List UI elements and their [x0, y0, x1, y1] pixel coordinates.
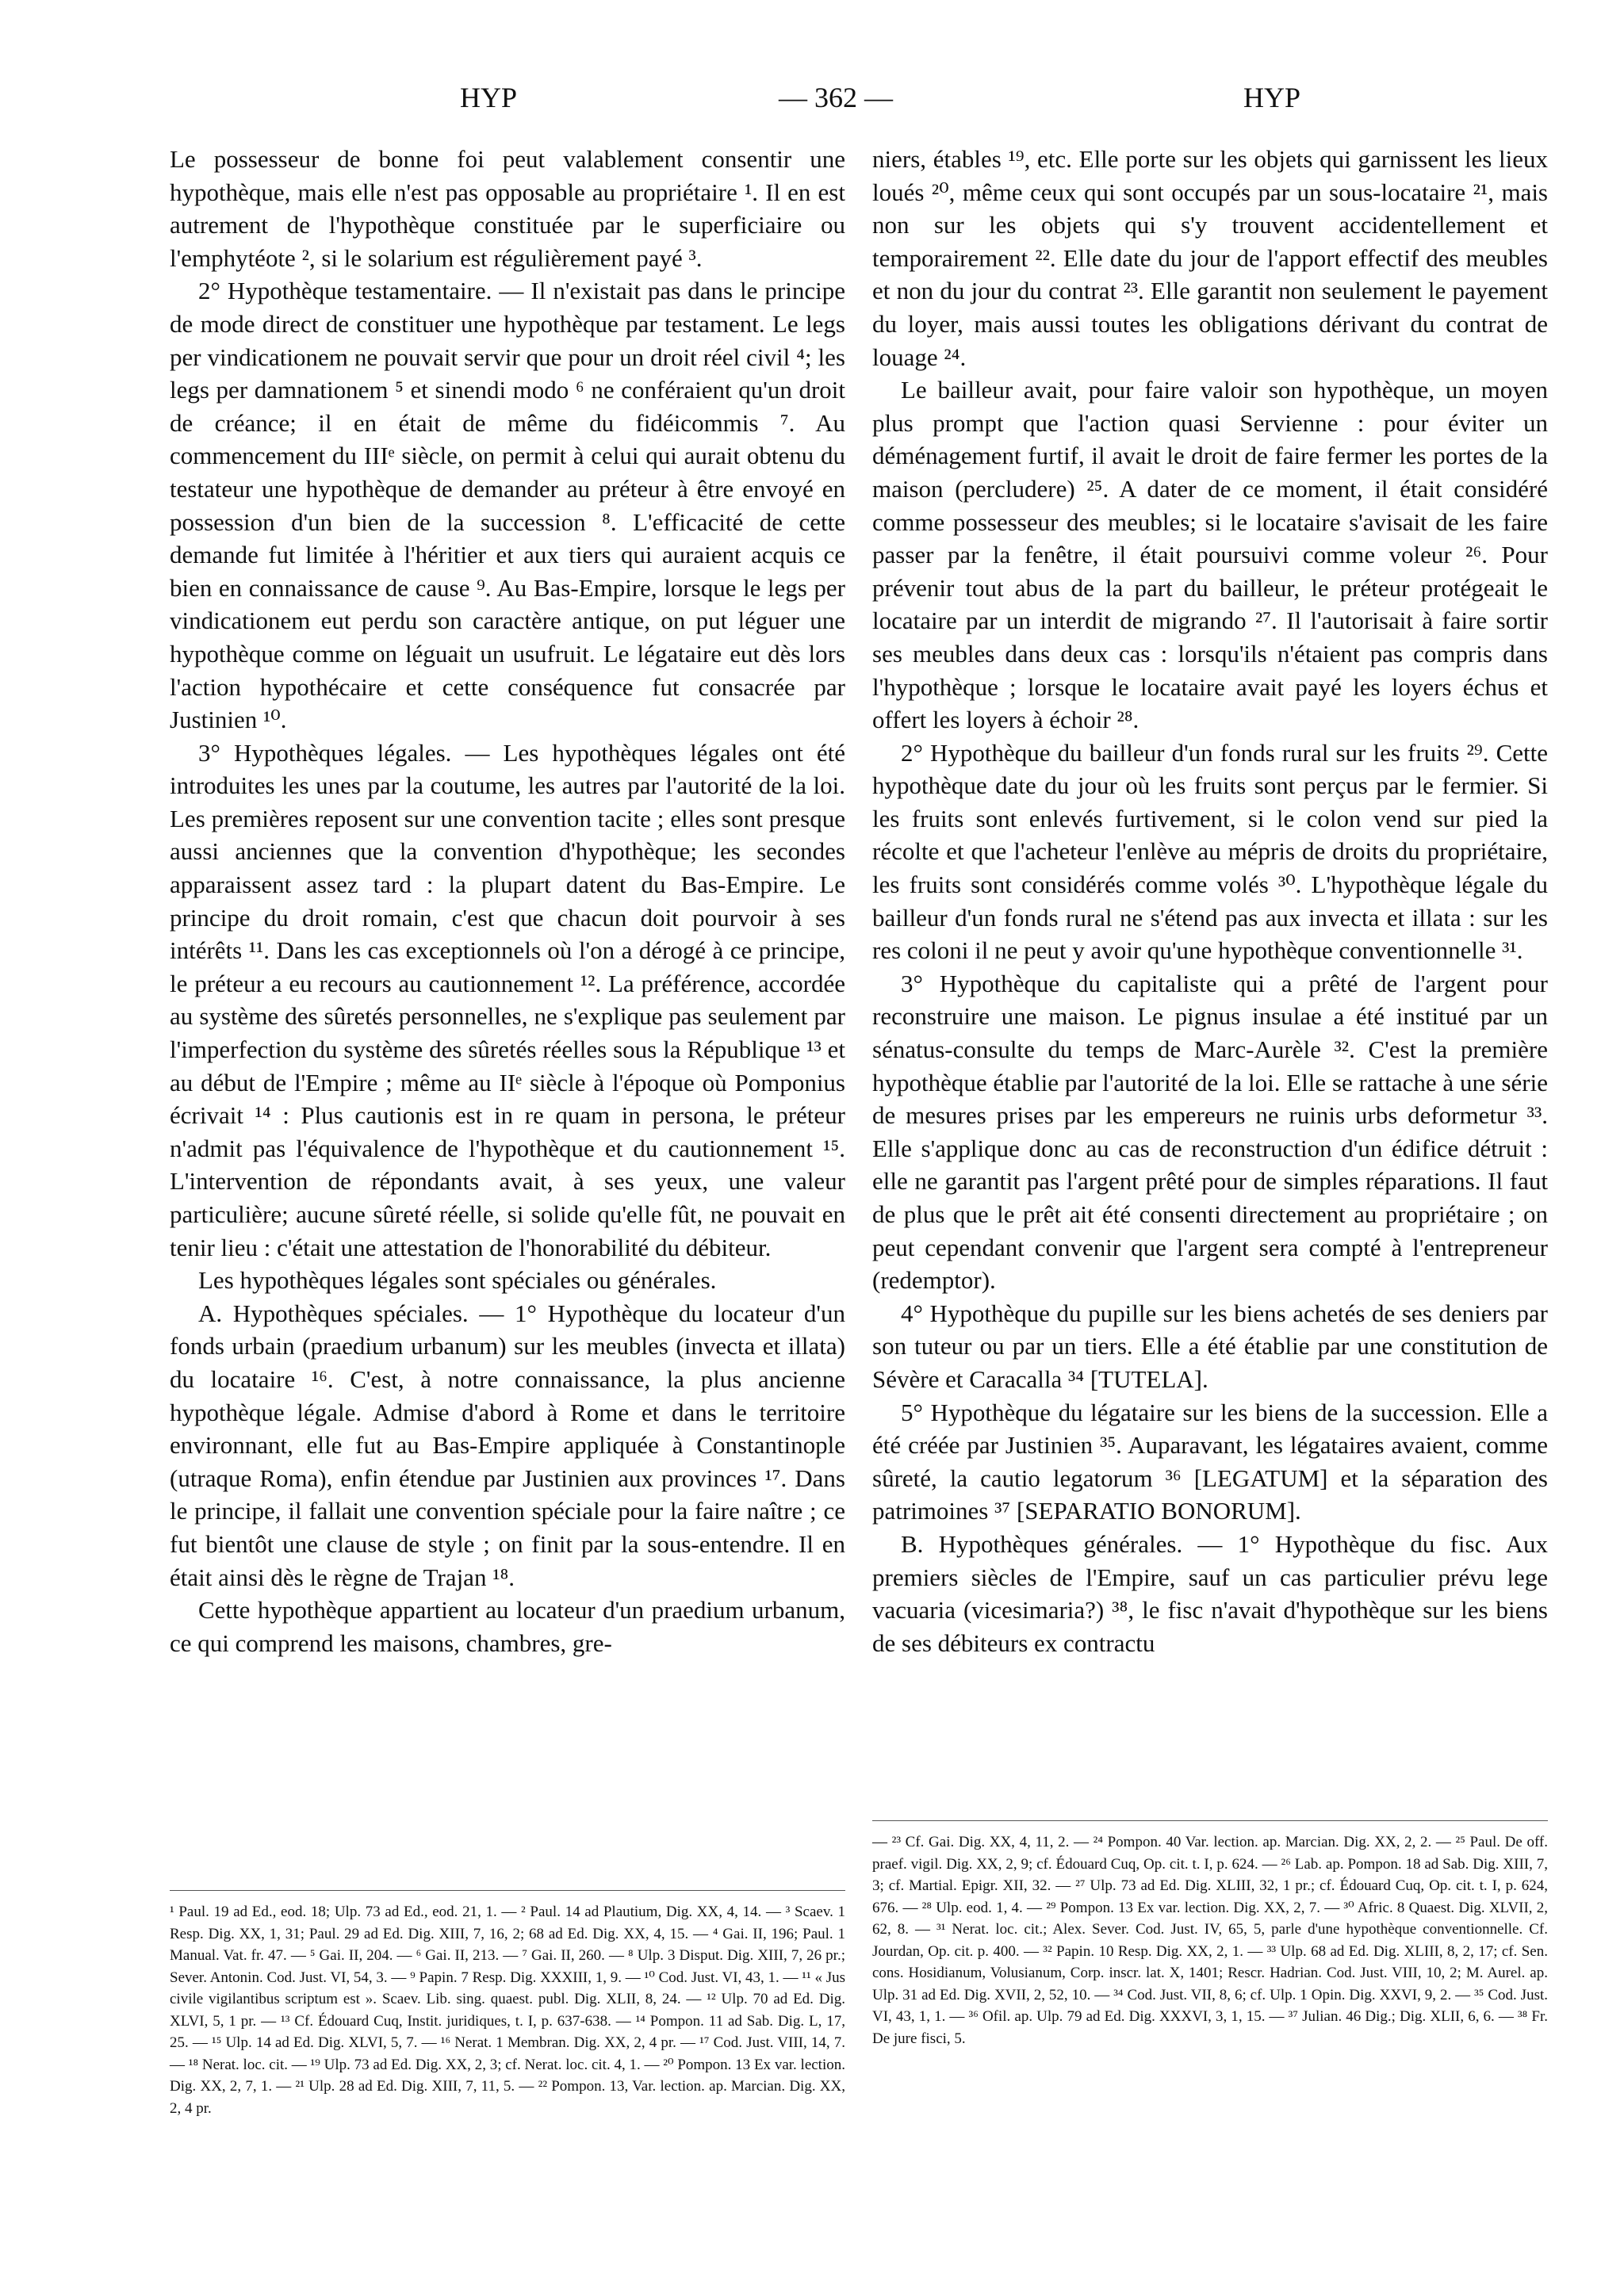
- running-head-left: HYP: [460, 82, 518, 113]
- footnote-divider-left: [170, 1890, 845, 1891]
- paragraph: Le possesseur de bonne foi peut valablement consentir une hypothèque, mais elle n'est pas opposable au propriétaire ¹. Il en est autrement de l'hypothèque constituée par le superficiaire ou l'emphytéote ², si le solarium est régulièrement payé ³.: [170, 145, 845, 272]
- paragraph: 2° Hypothèque testamentaire. — Il n'existait pas dans le principe de mode direct de constituer une hypothèque par testament. Le legs per vindicationem ne pouvait servir que pour un droit réel civil ⁴; les legs per damnationem ⁵ et sinendi modo ⁶ ne conféraient qu'un droit de créance; il en était de même du fidéicommis ⁷. Au commencement du IIIᵉ siècle, on permit à celui qui aurait obtenu du testateur une hypothèque de demander au préteur à être envoyé en possession d'un bien de la succession ⁸. L'efficacité de cette demande fut limitée à l'héritier et aux tiers qui auraient acquis ce bien en connaissance de cause ⁹. Au Bas-Empire, lorsque le legs per vindicationem eut perdu son caractère antique, on put léguer une hypothèque comme on léguait un usufruit. Le légataire eut dès lors l'action hypothécaire et cette conséquence fut consacrée par Justinien ¹⁰.: [170, 277, 845, 734]
- paragraph: 2° Hypothèque du bailleur d'un fonds rural sur les fruits ²⁹. Cette hypothèque date du jour où les fruits sont perçus par le fermier. Si les fruits sont enlevés furtivement, si le colon vend sur pied la récolte et que l'acheteur l'enlève au mépris de droits du propriétaire, les fruits sont considérés comme volés ³⁰. L'hypothèque légale du bailleur d'un fonds rural ne s'étend pas aux invecta et illata : sur les res coloni il ne peut y avoir qu'une hypothèque conventionnelle ³¹.: [872, 738, 1548, 965]
- paragraph: Le bailleur avait, pour faire valoir son hypothèque, un moyen plus prompt que l'action quasi Servienne : pour éviter un déménagement furtif, il avait le droit de faire fermer les portes de la maison (percludere) ²⁵. A dater de ce moment, il était considéré comme possesseur des meubles; si le locataire s'avisait de les faire passer par la fenêtre, il était poursuivi comme voleur ²⁶. Pour prévenir tout abus de la part du bailleur, le préteur protégeait le locataire par un interdit de migrando ²⁷. Il l'autorisait à faire sortir ses meubles dans deux cas : lorsqu'ils n'étaient pas compris dans l'hypothèque ; lorsque le locataire avait payé les loyers échus et offert les loyers à échoir ²⁸.: [872, 376, 1548, 734]
- paragraph: A. Hypothèques spéciales. — 1° Hypothèque du locateur d'un fonds urbain (praedium urbanum) sur les meubles (invecta et illata) du locataire ¹⁶. C'est, à notre connaissance, la plus ancienne hypothèque légale. Admise d'abord à Rome et dans le territoire environnant, elle fut au Bas-Empire appliquée à Constantinople (utraque Roma), enfin étendue par Justinien aux provinces ¹⁷. Dans le principe, il fallait une convention spéciale pour la faire naître ; ce fut bientôt une clause de style ; on finit par la sous-entendre. Il en était ainsi dès le règne de Trajan ¹⁸.: [170, 1299, 845, 1591]
- paragraph: Les hypothèques légales sont spéciales ou générales.: [198, 1266, 717, 1295]
- paragraph: niers, étables ¹⁹, etc. Elle porte sur les objets qui garnissent les lieux loués ²⁰, même ceux qui sont occupés par un sous-locataire ²¹, mais non sur les objets qui s'y trouvent accidentellement et temporairement ²². Elle date du jour de l'apport effectif des meubles et non du jour du contrat ²³. Elle garantit non seulement le payement du loyer, mais aussi toutes les obligations dérivant du contrat de louage ²⁴.: [872, 145, 1548, 371]
- left-column: [170, 143, 845, 1659]
- right-column: [872, 143, 1548, 1659]
- paragraph: Cette hypothèque appartient au locateur d'un praedium urbanum, ce qui comprend les maisons, chambres, gre-: [170, 1596, 845, 1657]
- footnote-text: — ²³ Cf. Gai. Dig. XX, 4, 11, 2. — ²⁴ Pompon. 40 Var. lection. ap. Marcian. Dig. XX, 2, 2. — ²⁵ Paul. De off. praef. vigil. Dig. XX, 2, 9; cf. Édouard Cuq, Op. cit. t. I, p. 624. — ²⁶ Lab. ap. Pompon. 18 ad Sab. Dig. XIII, 7, 3; cf. Martial. Epigr. XII, 32. — ²⁷ Ulp. 73 ad Ed. Dig. XLIII, 32, 1 pr.; cf. Édouard Cuq, Op. cit. t. I, p. 624, 676. — ²⁸ Ulp. eod. 1, 4. — ²⁹ Pompon. 13 Ex var. lection. Dig. XX, 2, 7. — ³⁰ Afric. 8 Quaest. Dig. XLVII, 2, 62, 8. — ³¹ Nerat. loc. cit.; Alex. Sever. Cod. Just. IV, 65, 5, parle d'une hypothèque conventionnelle. Cf. Jourdan, Op. cit. p. 400. — ³² Papin. 10 Resp. Dig. XX, 2, 1. — ³³ Ulp. 68 ad Ed. Dig. XLIII, 8, 2, 17; cf. Sen. cons. Hosidianum, Volusianum, Corp. inscr. lat. X, 1401; Rescr. Hadrian. Cod. Just. VIII, 10, 2; M. Aurel. ap. Ulp. 31 ad Ed. Dig. XVII, 2, 52, 10. — ³⁴ Cod. Just. VII, 8, 6; cf. Ulp. 1 Opin. Dig. XXVI, 9, 2. — ³⁵ Cod. Just. VI, 43, 1, 1. — ³⁶ Ofil. ap. Ulp. 79 ad Ed. Dig. XXXVI, 3, 1, 15. — ³⁷ Julian. 46 Dig.; Dig. XLII, 6, 6. — ³⁸ Fr. De jure fisci, 5.: [872, 1834, 1548, 2047]
- paragraph: 5° Hypothèque du légataire sur les biens de la succession. Elle a été créée par Justinien ³⁵. Auparavant, les légataires avaient, comme sûreté, la cautio legatorum ³⁶ [LEGATUM] et la séparation des patrimoines ³⁷ [SEPARATIO BONORUM].: [872, 1398, 1548, 1525]
- page-header: [0, 81, 1624, 128]
- page-number: — 362 —: [779, 82, 893, 113]
- footnotes-left: [170, 1901, 845, 2119]
- footnote-divider-right: [872, 1820, 1548, 1821]
- paragraph: 4° Hypothèque du pupille sur les biens achetés de ses deniers par son tuteur ou par un tiers. Elle a été établie par une constitution de Sévère et Caracalla ³⁴ [TUTELA].: [872, 1299, 1548, 1393]
- footnote-text: ¹ Paul. 19 ad Ed., eod. 18; Ulp. 73 ad Ed., eod. 21, 1. — ² Paul. 14 ad Plautium, Dig. XX, 4, 14. — ³ Scaev. 1 Resp. Dig. XX, 1, 31; Paul. 29 ad Ed. Dig. XIII, 7, 16, 2; 68 ad Ed. Dig. XX, 4, 15. — ⁴ Gai. II, 196; Paul. 1 Manual. Vat. fr. 47. — ⁵ Gai. II, 204. — ⁶ Gai. II, 213. — ⁷ Gai. II, 260. — ⁸ Ulp. 3 Disput. Dig. XIII, 7, 26 pr.; Sever. Antonin. Cod. Just. VI, 54, 3. — ⁹ Papin. 7 Resp. Dig. XXXIII, 1, 9. — ¹⁰ Cod. Just. VI, 43, 1. — ¹¹ « Jus civile vigilantibus scriptum est ». Scaev. Lib. sing. quaest. publ. Dig. XLII, 8, 24. — ¹² Ulp. 70 ad Ed. Dig. XLVI, 5, 1 pr. — ¹³ Cf. Édouard Cuq, Instit. juridiques, t. I, p. 637-638. — ¹⁴ Pompon. 11 ad Sab. Dig. L, 17, 25. — ¹⁵ Ulp. 14 ad Ed. Dig. XLVI, 5, 7. — ¹⁶ Nerat. 1 Membran. Dig. XX, 2, 4 pr. — ¹⁷ Cod. Just. VIII, 14, 7. — ¹⁸ Nerat. loc. cit. — ¹⁹ Ulp. 73 ad Ed. Dig. XX, 2, 3; cf. Nerat. loc. cit. 4, 1. — ²⁰ Pompon. 13 Ex var. lection. Dig. XX, 2, 7, 1. — ²¹ Ulp. 28 ad Ed. Dig. XIII, 7, 11, 5. — ²² Pompon. 13, Var. lection. ap. Marcian. Dig. XX, 2, 4 pr.: [170, 1904, 845, 2117]
- footnotes-right: [872, 1831, 1548, 2049]
- running-head-right: HYP: [1243, 82, 1301, 113]
- paragraph: 3° Hypothèque du capitaliste qui a prêté de l'argent pour reconstruire une maison. Le pignus insulae a été institué par un sénatus-consulte du temps de Marc-Aurèle ³². C'est la première hypothèque établie par l'autorité de la loi. Elle se rattache à une série de mesures prises par les empereurs ne ruinis urbs deformetur ³³. Elle s'applique donc au cas de reconstruction d'un édifice détruit : elle ne garantit pas l'argent prêté pour de simples réparations. Il faut de plus que le prêt ait été consenti directement au propriétaire ; on peut cependant convenir que l'argent sera compté à l'entrepreneur (redemptor).: [872, 969, 1548, 1295]
- paragraph: B. Hypothèques générales. — 1° Hypothèque du fisc. Aux premiers siècles de l'Empire, sauf un cas particulier prévu lege vacuaria (vicesimaria?) ³⁸, le fisc n'avait d'hypothèque sur les biens de ses débiteurs ex contractu: [872, 1529, 1548, 1657]
- paragraph: 3° Hypothèques légales. — Les hypothèques légales ont été introduites les unes par la coutume, les autres par l'autorité de la loi. Les premières reposent sur une convention tacite ; elles sont presque aussi anciennes que la convention d'hypothèque; les secondes apparaissent assez tard : la plupart datent du Bas-Empire. Le principe du droit romain, c'est que chacun doit pourvoir à ses intérêts ¹¹. Dans les cas exceptionnels où l'on a dérogé à ce principe, le préteur a eu recours au cautionnement ¹². La préférence, accordée au système des sûretés personnelles, ne s'explique pas seulement par l'imperfection du système des sûretés réelles sous la République ¹³ et au début de l'Empire ; même au IIᵉ siècle à l'époque où Pomponius écrivait ¹⁴ : Plus cautionis est in re quam in persona, le préteur n'admit pas l'équivalence de l'hypothèque et du cautionnement ¹⁵. L'intervention de répondants avait, à ses yeux, une valeur particulière; aucune sûreté réelle, si solide qu'elle fût, ne pouvait en tenir lieu : c'était une attestation de l'honorabilité du débiteur.: [170, 738, 845, 1261]
